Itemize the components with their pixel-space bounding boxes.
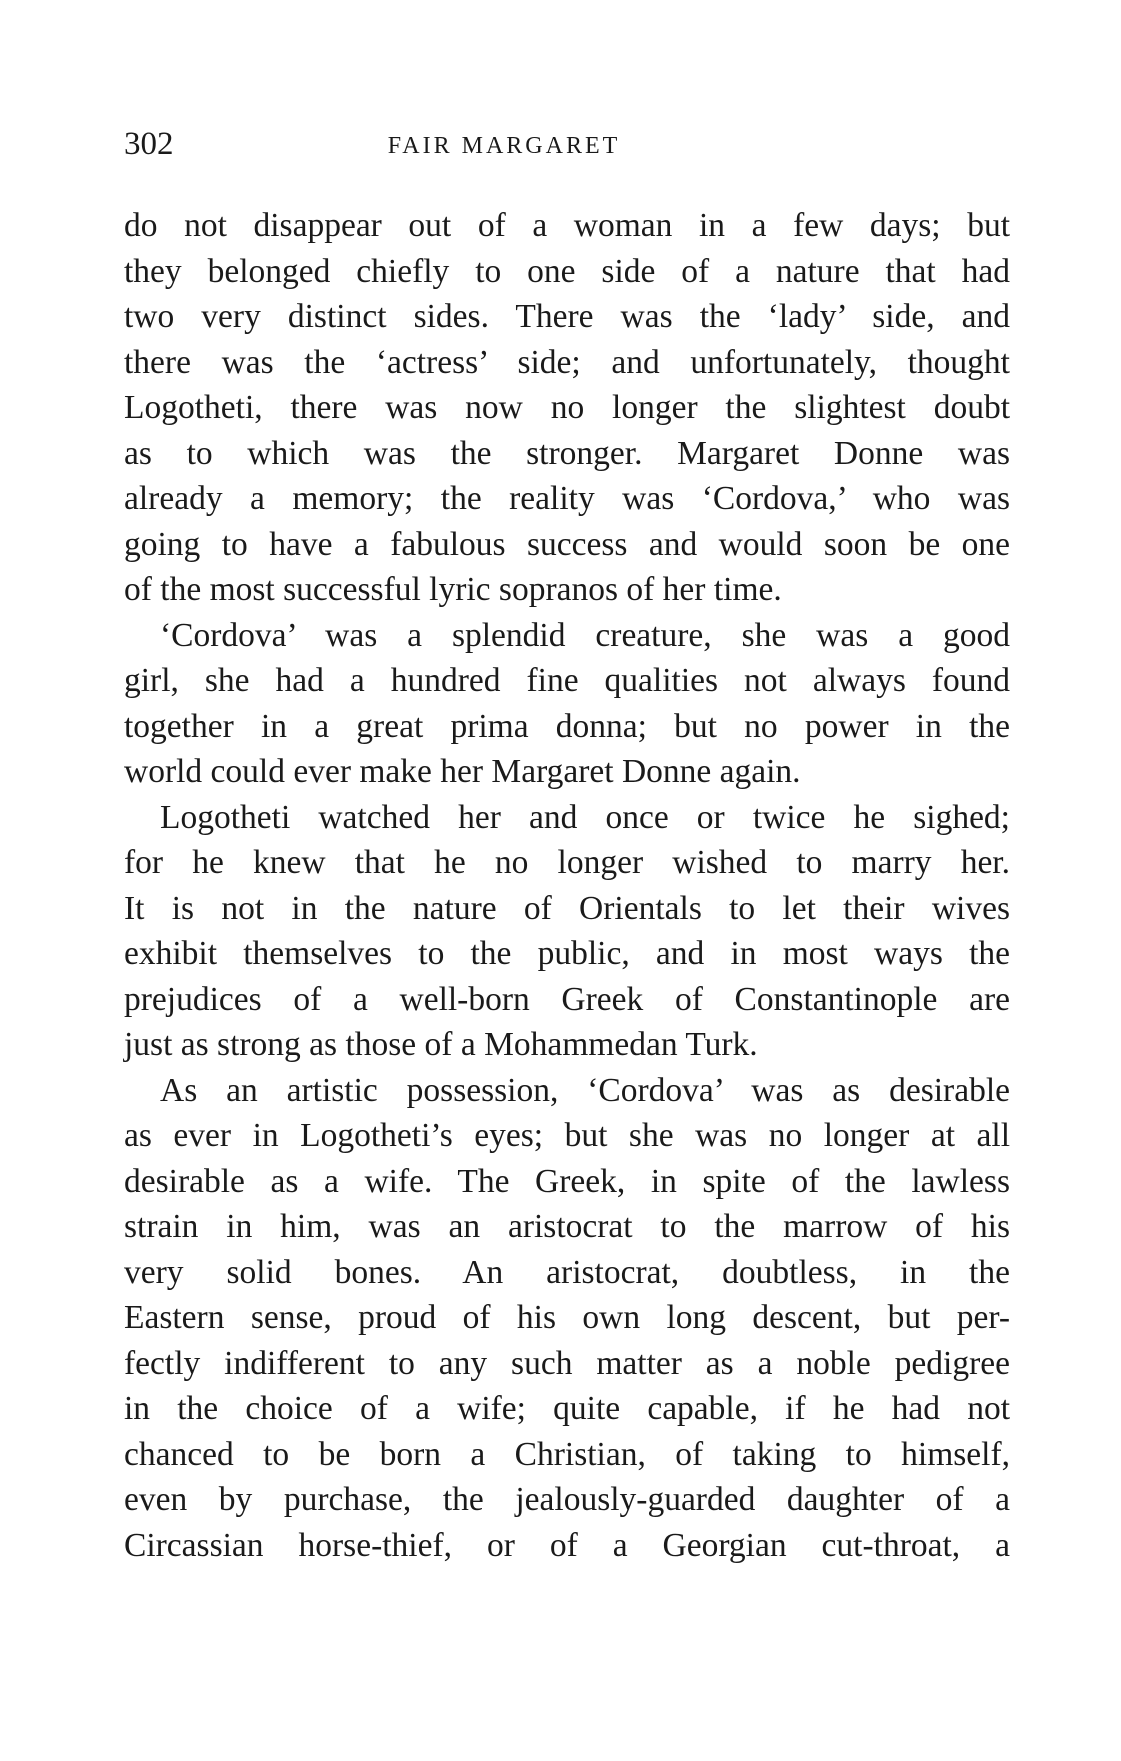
text-line: Eastern sense, proud of his own long descent, but per- — [124, 1299, 1010, 1336]
text-line: Logotheti, there was now no longer the slightest doubt — [124, 389, 1010, 426]
text-line: there was the ‘actress’ side; and unfortunately, thought — [124, 343, 1010, 381]
page-number: 302 — [124, 126, 174, 162]
text-line: going to have a fabulous success and would soon be one — [124, 525, 1010, 563]
paragraph — [124, 795, 1010, 1068]
text-line: do not disappear out of a woman in a few days; but — [124, 207, 1010, 244]
text-line: Circassian horse-thief, or of a Georgian cut-throat, a — [124, 1526, 1010, 1564]
paragraph — [124, 613, 1010, 795]
running-head — [124, 122, 1010, 166]
text-line: prejudices of a well-born Greek of Constantinople are — [124, 980, 1010, 1018]
text-line: desirable as a wife. The Greek, in spite of the lawless — [124, 1162, 1010, 1200]
text-line: just as strong as those of a Mohammedan Turk. — [124, 1026, 758, 1063]
body-text — [124, 203, 1010, 1568]
paragraph — [124, 1068, 1010, 1569]
text-line: ‘Cordova’ was a splendid creature, she was a good — [160, 616, 1010, 654]
text-line: It is not in the nature of Orientals to let their wives — [124, 889, 1010, 927]
running-title: FAIR MARGARET — [387, 133, 621, 159]
text-line: fectly indifferent to any such matter as a noble pedigree — [124, 1344, 1010, 1382]
text-line: together in a great prima donna; but no power in the — [124, 707, 1010, 745]
text-line: they belonged chiefly to one side of a nature that had — [124, 252, 1010, 290]
text-line: as ever in Logotheti’s eyes; but she was no longer at all — [124, 1117, 1010, 1154]
text-line: two very distinct sides. There was the ‘lady’ side, and — [124, 298, 1010, 335]
text-line: As an artistic possession, ‘Cordova’ was as desirable — [160, 1071, 1010, 1109]
text-line: even by purchase, the jealously-guarded daughter of a — [124, 1481, 1010, 1518]
text-line: Logotheti watched her and once or twice he sighed; — [160, 798, 1010, 836]
book-page — [124, 0, 1010, 1761]
text-line: girl, she had a hundred fine qualities not always found — [124, 662, 1010, 699]
paragraph — [124, 203, 1010, 613]
text-line: as to which was the stronger. Margaret Donne was — [124, 434, 1010, 472]
text-line: chanced to be born a Christian, of taking to himself, — [124, 1435, 1010, 1473]
text-line: for he knew that he no longer wished to marry her. — [124, 844, 1010, 881]
text-line: very solid bones. An aristocrat, doubtless, in the — [124, 1253, 1010, 1291]
text-line: world could ever make her Margaret Donne again. — [124, 753, 801, 790]
text-line: exhibit themselves to the public, and in most ways the — [124, 935, 1010, 972]
text-line: of the most successful lyric sopranos of her time. — [124, 571, 782, 608]
text-line: strain in him, was an aristocrat to the marrow of his — [124, 1208, 1010, 1245]
text-line: already a memory; the reality was ‘Cordova,’ who was — [124, 480, 1010, 517]
text-line: in the choice of a wife; quite capable, if he had not — [124, 1390, 1010, 1427]
